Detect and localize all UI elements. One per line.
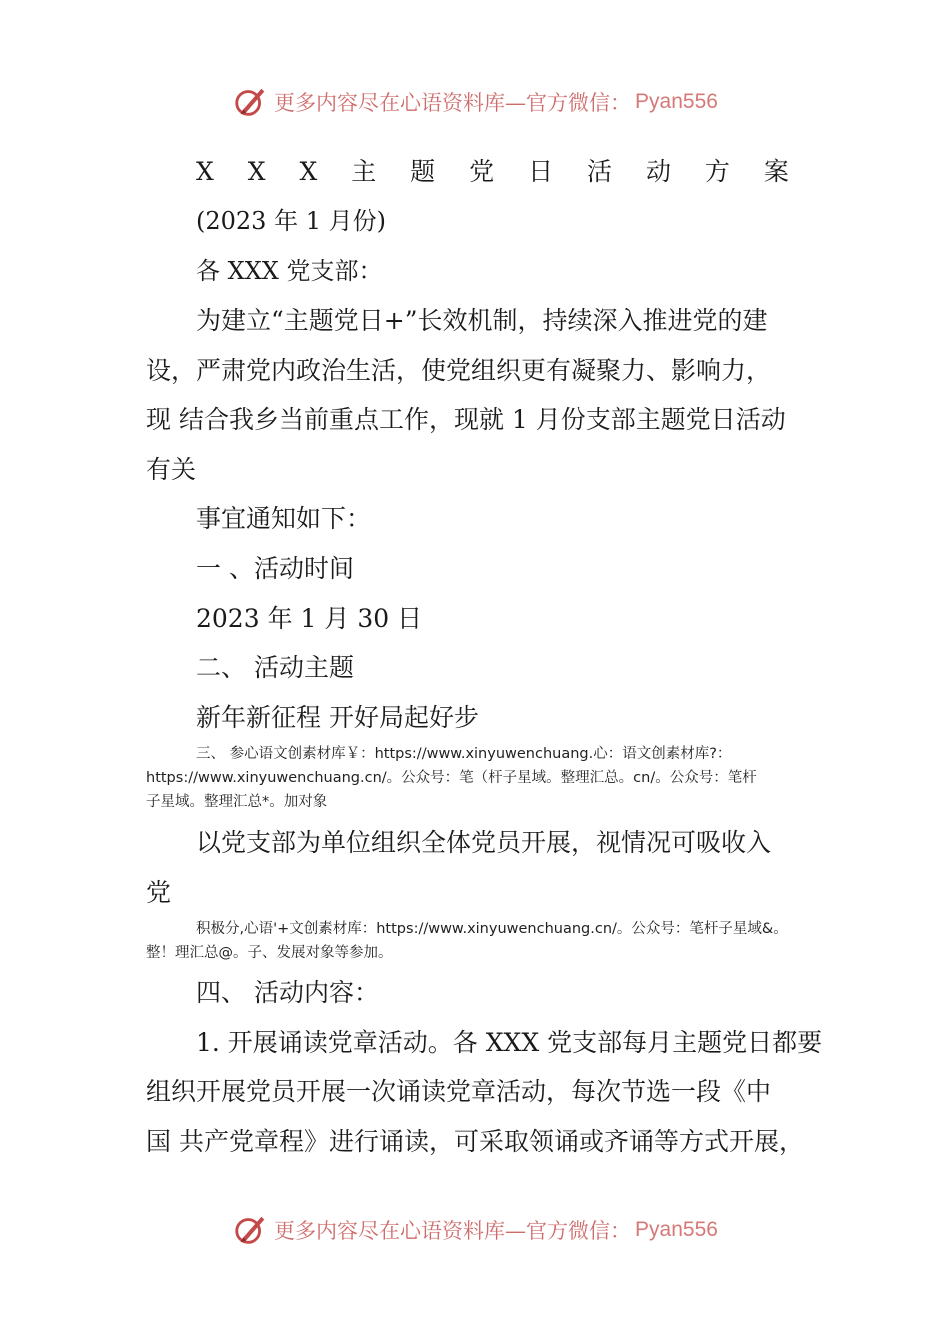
watermark-text: 更多内容尽在心语资料库—官方微信： xyxy=(274,1219,632,1243)
intro-line-2: 设，严肃党内政治生活，使党组织更有凝聚力、影响力， xyxy=(146,356,772,385)
section-1-heading: 一 、活动时间 xyxy=(196,554,354,583)
watermark-footer xyxy=(0,1210,950,1250)
noise-line-3: 子星域。整理汇总*。加对象 xyxy=(146,794,328,810)
section-4-heading: 四、 活动内容： xyxy=(196,978,379,1007)
document-date: (2023 年 1 月份) xyxy=(196,207,386,235)
watermark-contact: Pyan556 xyxy=(635,1218,718,1241)
section-3-body-2: 党 xyxy=(146,878,172,907)
document-title: X X X 主 题 党 日 活 动 方 案 xyxy=(196,157,802,186)
watermark-header xyxy=(0,82,950,122)
content-line-2: 组织开展党员开展一次诵读党章活动，每次节选一段《中 xyxy=(146,1077,772,1106)
salutation: 各 XXX 党支部： xyxy=(196,257,383,285)
noise-line-4: 积极分,心语'+文创素材库：https://www.xinyuwenchuang.cn/。公众号：笔杆子星域&。 xyxy=(196,921,788,937)
intro-line-1: 为建立“主题党日+”长效机制，持续深入推进党的建 xyxy=(196,306,768,335)
quill-logo-icon xyxy=(232,1211,270,1249)
section-1-body: 2023 年 1 月 30 日 xyxy=(196,604,423,633)
intro-line-5: 事宜通知如下： xyxy=(196,504,372,533)
section-2-heading: 二、 活动主题 xyxy=(196,653,354,682)
content-line-1: 1. 开展诵读党章活动。各 XXX 党支部每月主题党日都要 xyxy=(196,1028,823,1057)
watermark-contact: Pyan556 xyxy=(635,90,718,113)
watermark-text: 更多内容尽在心语资料库—官方微信： xyxy=(274,91,632,115)
intro-line-3: 现 结合我乡当前重点工作，现就 1 月份支部主题党日活动 xyxy=(146,405,786,434)
section-3-body-1: 以党支部为单位组织全体党员开展，视情况可吸收入 xyxy=(196,828,772,857)
quill-logo-icon xyxy=(232,83,270,121)
noise-line-5: 整！理汇总@。子、发展对象等参加。 xyxy=(146,945,393,961)
noise-line-1: 三、 参心语文创素材库￥：https://www.xinyuwenchuang.心：语文创素材库?： xyxy=(196,746,732,762)
intro-line-4: 有关 xyxy=(146,455,197,484)
content-line-3: 国 共产党章程》进行诵读，可采取领诵或齐诵等方式开展， xyxy=(146,1127,804,1156)
section-2-body: 新年新征程 开好局起好步 xyxy=(196,703,479,732)
noise-line-2: https://www.xinyuwenchuang.cn/。公众号：笔（杆子星域。整理汇总。cn/。公众号：笔杆 xyxy=(146,770,757,786)
